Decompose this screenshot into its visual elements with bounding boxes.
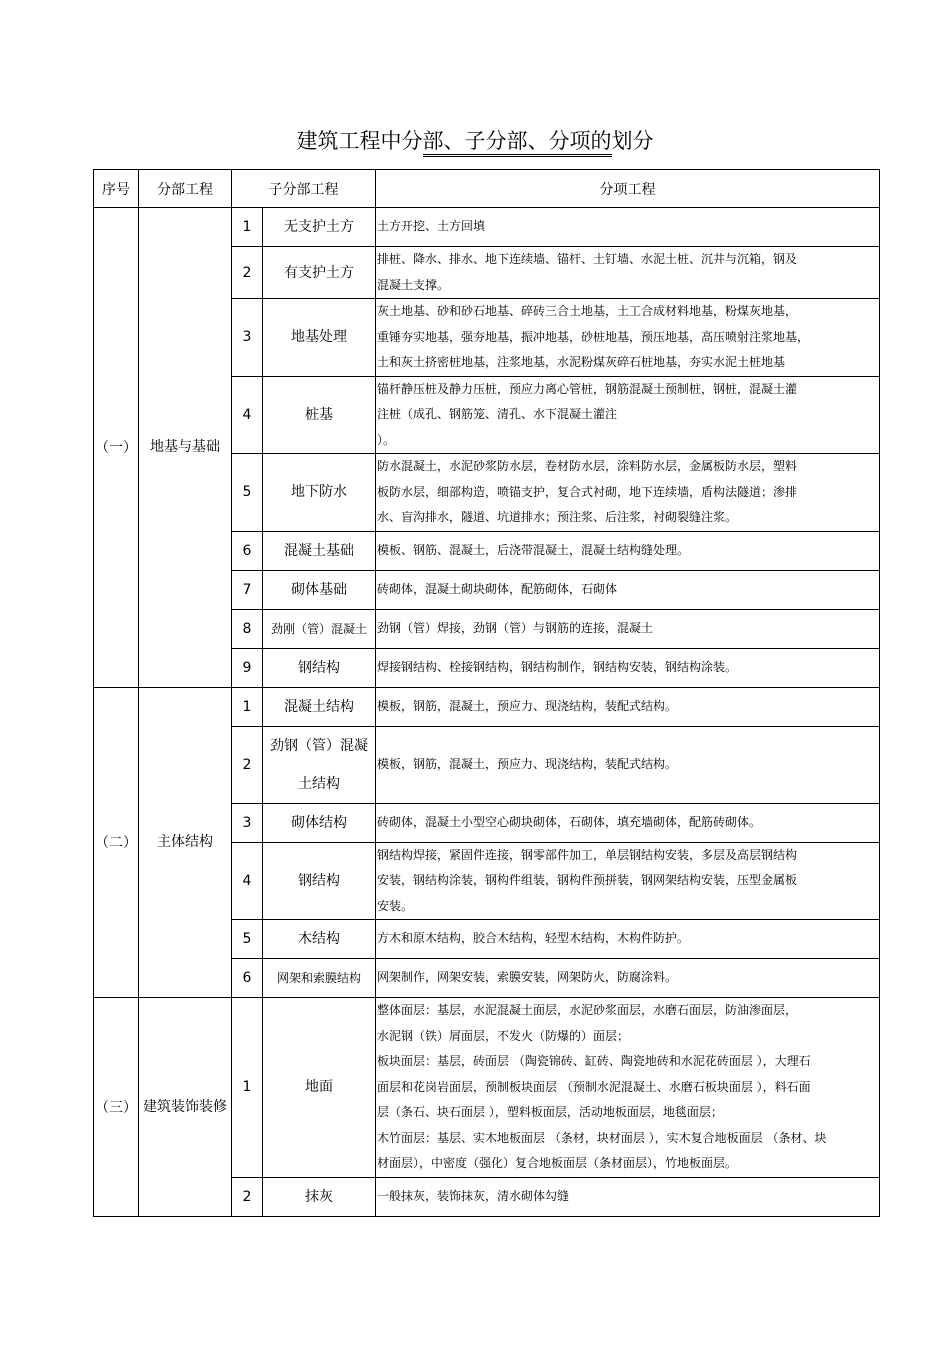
title-underlined-part: 部、子分部、分项的 xyxy=(423,129,612,157)
row-num: 1 xyxy=(232,687,263,726)
items-cell xyxy=(376,376,880,454)
item-line: 安装，钢结构涂装，钢构件组装，钢构件预拼装，钢网架结构安装，压型金属板 xyxy=(377,873,798,887)
header-subdivision: 子分部工程 xyxy=(232,170,376,208)
item-line: ）。 xyxy=(377,432,396,447)
item-line: 砖砌体，混凝土砌块砌体，配筋砌体，石砌体 xyxy=(377,581,618,596)
items-cell xyxy=(376,570,880,609)
row-num: 6 xyxy=(232,531,263,570)
item-line: 板防水层，细部构造，喷锚支护，复合式衬砌，地下连续墙，盾构法隧道；渗排 xyxy=(377,484,798,499)
table-row xyxy=(94,208,880,247)
subdivision-name: 砌体基础 xyxy=(263,570,376,609)
item-line: 安装。 xyxy=(377,898,414,913)
item-line: 混凝土支撑。 xyxy=(377,277,450,292)
items-cell xyxy=(376,959,880,998)
row-num: 4 xyxy=(232,842,263,920)
row-num: 5 xyxy=(232,920,263,959)
row-num: 2 xyxy=(232,247,263,299)
items-cell xyxy=(376,531,880,570)
item-line: 重锤夯实地基，强夯地基，振冲地基，砂桩地基，预压地基，高压喷射注浆地基， xyxy=(377,329,810,344)
subdivision-name: 劲刚（管）混凝土 xyxy=(263,609,376,648)
item-line: 层（条石、块石面层 ），塑料板面层，活动地板面层，地毯面层； xyxy=(377,1105,723,1119)
item-line: 注桩（成孔、钢筋笼、清孔、水下混凝土灌注 xyxy=(377,407,618,421)
row-num: 9 xyxy=(232,648,263,687)
item-line: 土方开挖、土方回填 xyxy=(377,219,486,234)
item-line: 锚杆静压桩及静力压桩，预应力离心管桩，钢筋混凝土预制桩，钢桩，混凝土灌 xyxy=(377,381,798,396)
subdivision-name: 地下防水 xyxy=(263,454,376,532)
items-cell xyxy=(376,1177,880,1216)
row-num: 3 xyxy=(232,299,263,377)
group-seq: （二） xyxy=(94,687,139,998)
header-items: 分项工程 xyxy=(376,170,880,208)
subdivision-name: 无支护土方 xyxy=(263,208,376,247)
items-cell xyxy=(376,208,880,247)
item-line: 土和灰土挤密桩地基，注浆地基，水泥粉煤灰碎石桩地基，夯实水泥土桩地基 xyxy=(377,355,786,369)
items-cell xyxy=(376,726,880,803)
item-line: 劲钢（管）焊接，劲钢（管）与钢筋的连接，混凝土 xyxy=(377,620,654,635)
header-seq: 序号 xyxy=(94,170,139,208)
item-line: 板块面层：基层，砖面层 （陶瓷锦砖、缸砖、陶瓷地砖和水泥花砖面层 ），大理石 xyxy=(377,1054,811,1068)
item-line: 整体面层：基层，水泥混凝土面层，水泥砂浆面层，水磨石面层，防油渗面层， xyxy=(377,1003,798,1017)
group-name: 主体结构 xyxy=(139,687,232,998)
item-line: 排桩、降水、排水、地下连续墙、锚杆、土钉墙、水泥土桩、沉井与沉箱，钢及 xyxy=(377,252,798,266)
row-num: 2 xyxy=(232,1177,263,1216)
items-cell xyxy=(376,648,880,687)
item-line: 木竹面层：基层、实木地板面层 （条材，块材面层 ），实木复合地板面层 （条材、块 xyxy=(377,1130,827,1145)
row-num: 6 xyxy=(232,959,263,998)
row-num: 7 xyxy=(232,570,263,609)
subdivision-name: 地基处理 xyxy=(263,299,376,377)
item-line: 材面层），中密度（强化）复合地板面层（条材面层），竹地板面层。 xyxy=(377,1156,738,1170)
division-table xyxy=(93,169,880,1217)
row-num: 3 xyxy=(232,803,263,842)
subdivision-name: 抹灰 xyxy=(263,1177,376,1216)
item-line: 网架制作，网架安装，索膜安装，网架防火，防腐涂料。 xyxy=(377,970,678,985)
subdivision-name: 地面 xyxy=(263,998,376,1178)
items-cell xyxy=(376,998,880,1178)
item-line: 砖砌体，混凝土小型空心砌块砌体，石砌体，填充墙砌体，配筋砖砌体。 xyxy=(377,814,762,829)
group-name: 地基与基础 xyxy=(139,208,232,688)
subdivision-name: 网架和索膜结构 xyxy=(263,959,376,998)
item-line: 面层和花岗岩面层，预制板块面层 （预制水泥混凝土、水磨石板块面层 ），料石面 xyxy=(377,1079,811,1094)
row-num: 4 xyxy=(232,376,263,454)
items-cell xyxy=(376,687,880,726)
row-num: 5 xyxy=(232,454,263,532)
items-cell xyxy=(376,609,880,648)
subdivision-name: 劲钢（管）混凝土结构 xyxy=(263,726,376,803)
title-part-3: 划分 xyxy=(611,129,654,153)
items-cell xyxy=(376,803,880,842)
items-cell xyxy=(376,247,880,299)
item-line: 模板，钢筋，混凝土，预应力、现浇结构，装配式结构。 xyxy=(377,698,678,713)
item-line: 模板，钢筋，混凝土，预应力、现浇结构，装配式结构。 xyxy=(377,756,678,771)
items-cell xyxy=(376,454,880,532)
group-seq: （一） xyxy=(94,208,139,688)
item-line: 防水混凝土，水泥砂浆防水层，卷材防水层，涂料防水层，金属板防水层，塑料 xyxy=(377,459,798,473)
item-line: 焊接钢结构、栓接钢结构，钢结构制作，钢结构安装，钢结构涂装。 xyxy=(377,659,738,674)
row-num: 1 xyxy=(232,998,263,1178)
row-num: 2 xyxy=(232,726,263,803)
item-line: 钢结构焊接，紧固件连接，钢零部件加工，单层钢结构安装，多层及高层钢结构 xyxy=(377,847,798,862)
subdivision-name: 桩基 xyxy=(263,376,376,454)
item-line: 方木和原木结构，胶合木结构，轻型木结构，木构件防护。 xyxy=(377,931,690,946)
page-title xyxy=(0,126,950,156)
table-header-row xyxy=(94,170,880,208)
row-num: 8 xyxy=(232,609,263,648)
table-row xyxy=(94,998,880,1178)
subdivision-name: 混凝土基础 xyxy=(263,531,376,570)
items-cell xyxy=(376,842,880,920)
title-part-1: 建筑工程中分 xyxy=(296,129,423,153)
subdivision-name: 有支护土方 xyxy=(263,247,376,299)
subdivision-name: 木结构 xyxy=(263,920,376,959)
subdivision-name: 砌体结构 xyxy=(263,803,376,842)
item-line: 水泥钢（铁）屑面层，不发火（防爆的）面层； xyxy=(377,1028,630,1043)
items-cell xyxy=(376,299,880,377)
header-division: 分部工程 xyxy=(139,170,232,208)
subdivision-name: 混凝土结构 xyxy=(263,687,376,726)
item-line: 水、盲沟排水，隧道、坑道排水；预注浆、后注浆，衬砌裂缝注浆。 xyxy=(377,510,738,524)
item-line: 一般抹灰，装饰抹灰，清水砌体勾缝 xyxy=(377,1188,570,1203)
subdivision-name: 钢结构 xyxy=(263,648,376,687)
item-line: 灰土地基、砂和砂石地基、碎砖三合土地基，土工合成材料地基，粉煤灰地基， xyxy=(377,304,798,318)
item-line: 模板、钢筋、混凝土，后浇带混凝土，混凝土结构缝处理。 xyxy=(377,542,690,557)
table-row xyxy=(94,687,880,726)
items-cell xyxy=(376,920,880,959)
group-name: 建筑装饰装修 xyxy=(139,998,232,1217)
group-seq: （三） xyxy=(94,998,139,1217)
subdivision-name: 钢结构 xyxy=(263,842,376,920)
row-num: 1 xyxy=(232,208,263,247)
